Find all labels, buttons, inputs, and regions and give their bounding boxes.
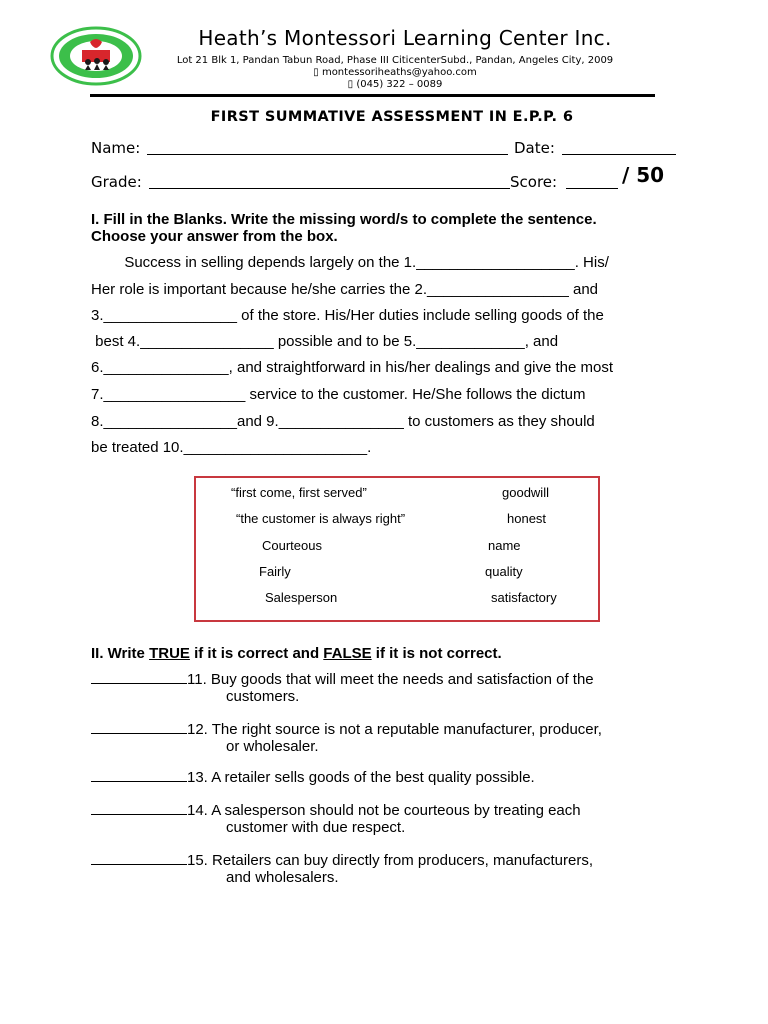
paragraph-line: be treated 10.______________________. <box>91 439 372 456</box>
tf-item: 14. A salesperson should not be courteous by treating each customer with due respect. <box>91 802 581 836</box>
choice-right: satisfactory <box>491 590 557 605</box>
score-total: / 50 <box>622 163 665 187</box>
name-label: Name: <box>91 139 141 157</box>
true-keyword: TRUE <box>149 645 190 662</box>
assessment-title: FIRST SUMMATIVE ASSESSMENT IN E.P.P. 6 <box>210 109 574 125</box>
score-blank[interactable] <box>566 188 618 189</box>
answer-blank[interactable] <box>91 721 187 734</box>
answer-blank[interactable] <box>91 769 187 782</box>
paragraph-line: 6._______________, and straightforward in his/her dealings and give the most <box>91 359 614 376</box>
tf-item: 11. Buy goods that will meet the needs and satisfaction of the customers. <box>91 671 594 705</box>
paragraph-line: 7._________________ service to the customer. He/She follows the dictum <box>91 386 586 403</box>
grade-blank[interactable] <box>149 188 510 189</box>
choice-left: “first come, first served” <box>231 485 367 500</box>
choice-left: “the customer is always right” <box>236 511 406 526</box>
section1-heading-line2: Choose your answer from the box. <box>91 228 338 245</box>
choice-right: name <box>488 538 521 553</box>
answer-blank[interactable] <box>91 802 187 815</box>
paragraph-line: 3.________________ of the store. His/Her duties include selling goods of the <box>91 307 604 324</box>
header-divider <box>90 94 655 97</box>
tf-item: 12. The right source is not a reputable manufacturer, producer, or wholesaler. <box>91 721 602 755</box>
choice-left: Courteous <box>262 538 322 553</box>
score-label: Score: <box>510 173 558 191</box>
paragraph-line: Success in selling depends largely on the 1.___________________. His/ <box>91 254 609 271</box>
choice-left: Fairly <box>259 564 291 579</box>
paragraph-line: Her role is important because he/she carries the 2._________________ and <box>91 281 599 298</box>
section2-heading: II. Write TRUE if it is correct and FALSE if it is not correct. <box>91 645 502 662</box>
paragraph-line: 8.________________and 9._______________ to customers as they should <box>91 413 595 430</box>
choice-right: quality <box>485 564 523 579</box>
tf-item: 15. Retailers can buy directly from producers, manufacturers, and wholesalers. <box>91 852 593 886</box>
grade-label: Grade: <box>91 173 142 191</box>
section1-heading-line1: I. Fill in the Blanks. Write the missing word/s to complete the sentence. <box>91 211 597 228</box>
school-email: ▯ montessoriheaths@yahoo.com <box>313 67 477 78</box>
date-label: Date: <box>514 139 555 157</box>
school-phone: ▯ (045) 322 – 0089 <box>347 79 443 90</box>
answer-blank[interactable] <box>91 852 187 865</box>
date-blank[interactable] <box>562 154 676 155</box>
choice-left: Salesperson <box>265 590 338 605</box>
choice-right: goodwill <box>502 485 549 500</box>
name-blank[interactable] <box>147 154 508 155</box>
tf-item: 13. A retailer sells goods of the best quality possible. <box>91 769 535 786</box>
paragraph-line: best 4.________________ possible and to be 5._____________, and <box>91 333 559 350</box>
school-address: Lot 21 Blk 1, Pandan Tabun Road, Phase III CiticenterSubd., Pandan, Angeles City, 2009 <box>176 55 614 66</box>
choice-right: honest <box>507 511 547 526</box>
school-name: Heath’s Montessori Learning Center Inc. <box>198 26 612 50</box>
false-keyword: FALSE <box>323 645 372 662</box>
answer-blank[interactable] <box>91 671 187 684</box>
